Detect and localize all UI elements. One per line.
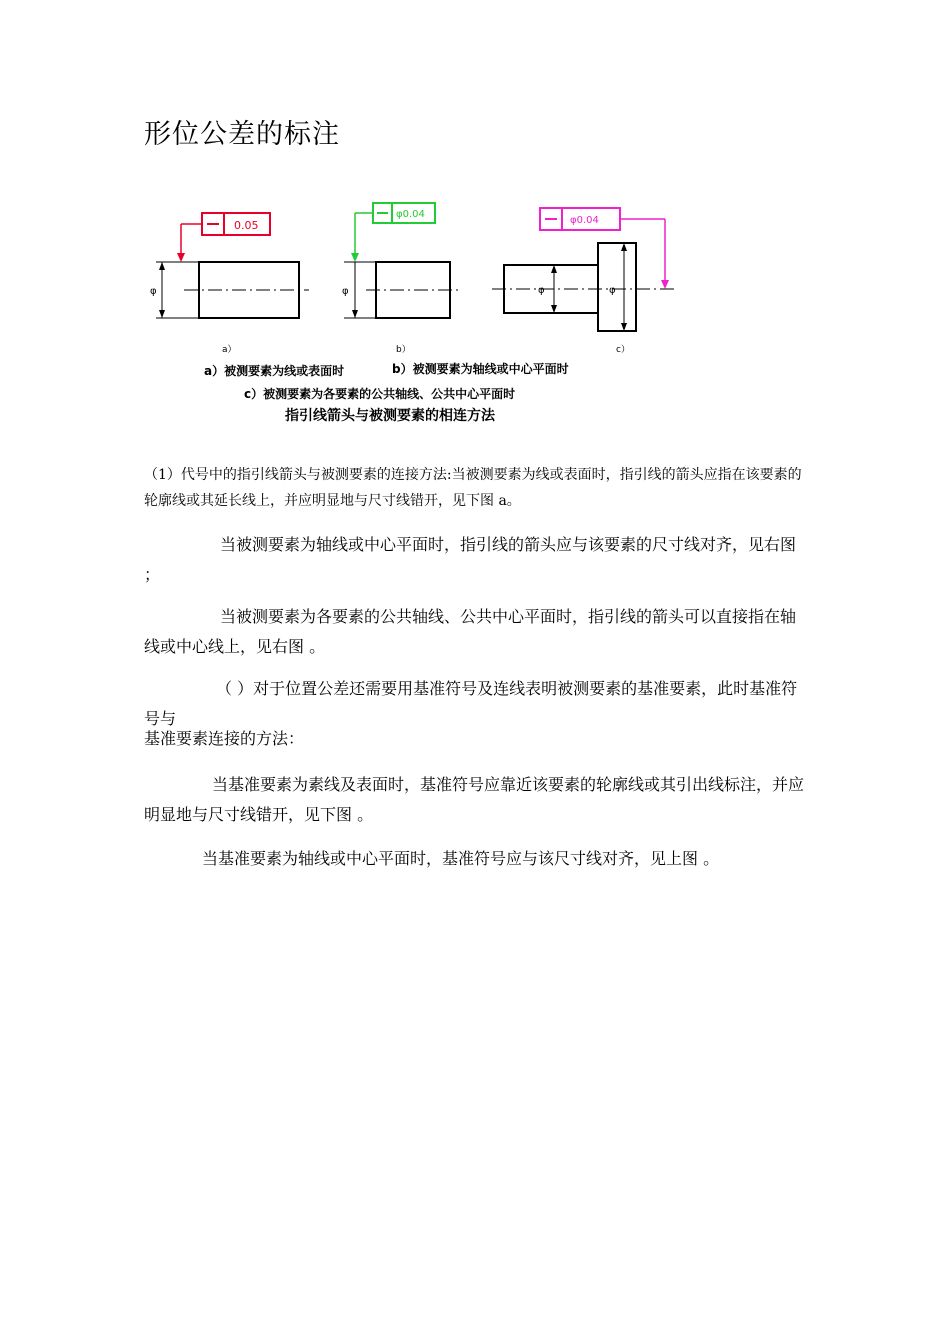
panel-b: [342, 203, 458, 355]
tolerance-frame-b: [351, 203, 435, 262]
label-b: b）: [396, 345, 411, 355]
paragraph-3: 当被测要素为各要素的公共轴线、公共中心平面时，指引线的箭头可以直接指在轴线或中心线上，见右图 。: [144, 607, 797, 656]
paragraph-1: （1）代号中的指引线箭头与被测要素的连接方法:当被测要素为线或表面时，指引线的箭头应指在该要素的轮廓线或其延长线上，并应明显地与尺寸线错开，见下图 a。: [144, 467, 802, 509]
page-title: 形位公差的标注: [144, 119, 340, 150]
diameter-symbol-b: φ: [342, 286, 349, 297]
paragraph-5: 当基准要素为素线及表面时，基准符号应靠近该要素的轮廓线或其引出线标注，并应明显地与尺寸线错开，见下图 。: [144, 775, 805, 824]
paragraph-2: 当被测要素为轴线或中心平面时，指引线的箭头应与该要素的尺寸线对齐，见右图 ；: [144, 535, 797, 584]
frame-b-value: φ0.04: [396, 209, 425, 220]
paragraph-4a: （ ）对于位置公差还需要用基准符号及连线表明被测要素的基准要素，此时基准符号与: [144, 679, 798, 728]
label-c: c）: [616, 345, 630, 355]
paragraph-4b: 基准要素连接的方法：: [144, 729, 305, 748]
tolerance-figure: [144, 195, 684, 435]
label-a: a）: [222, 345, 237, 355]
caption-c: c）被测要素为各要素的公共轴线、公共中心平面时: [244, 387, 516, 401]
diameter-symbol-c2: φ: [609, 285, 616, 296]
tolerance-frame-c: [540, 208, 669, 289]
diameter-symbol-c1: φ: [538, 285, 545, 296]
panel-c: [492, 208, 678, 355]
frame-a-value: 0.05: [234, 219, 259, 232]
panel-a: [150, 213, 309, 355]
caption-a: a）被测要素为线或表面时: [204, 364, 345, 378]
frame-c-value: φ0.04: [570, 215, 599, 226]
caption-b: b）被测要素为轴线或中心平面时: [392, 362, 569, 376]
diameter-symbol-a: φ: [150, 286, 157, 297]
figure-title: 指引线箭头与被测要素的相连方法: [285, 408, 495, 424]
paragraph-6: 当基准要素为轴线或中心平面时，基准符号应与该尺寸线对齐，见上图 。: [202, 849, 720, 868]
tolerance-frame-a: [177, 213, 270, 262]
